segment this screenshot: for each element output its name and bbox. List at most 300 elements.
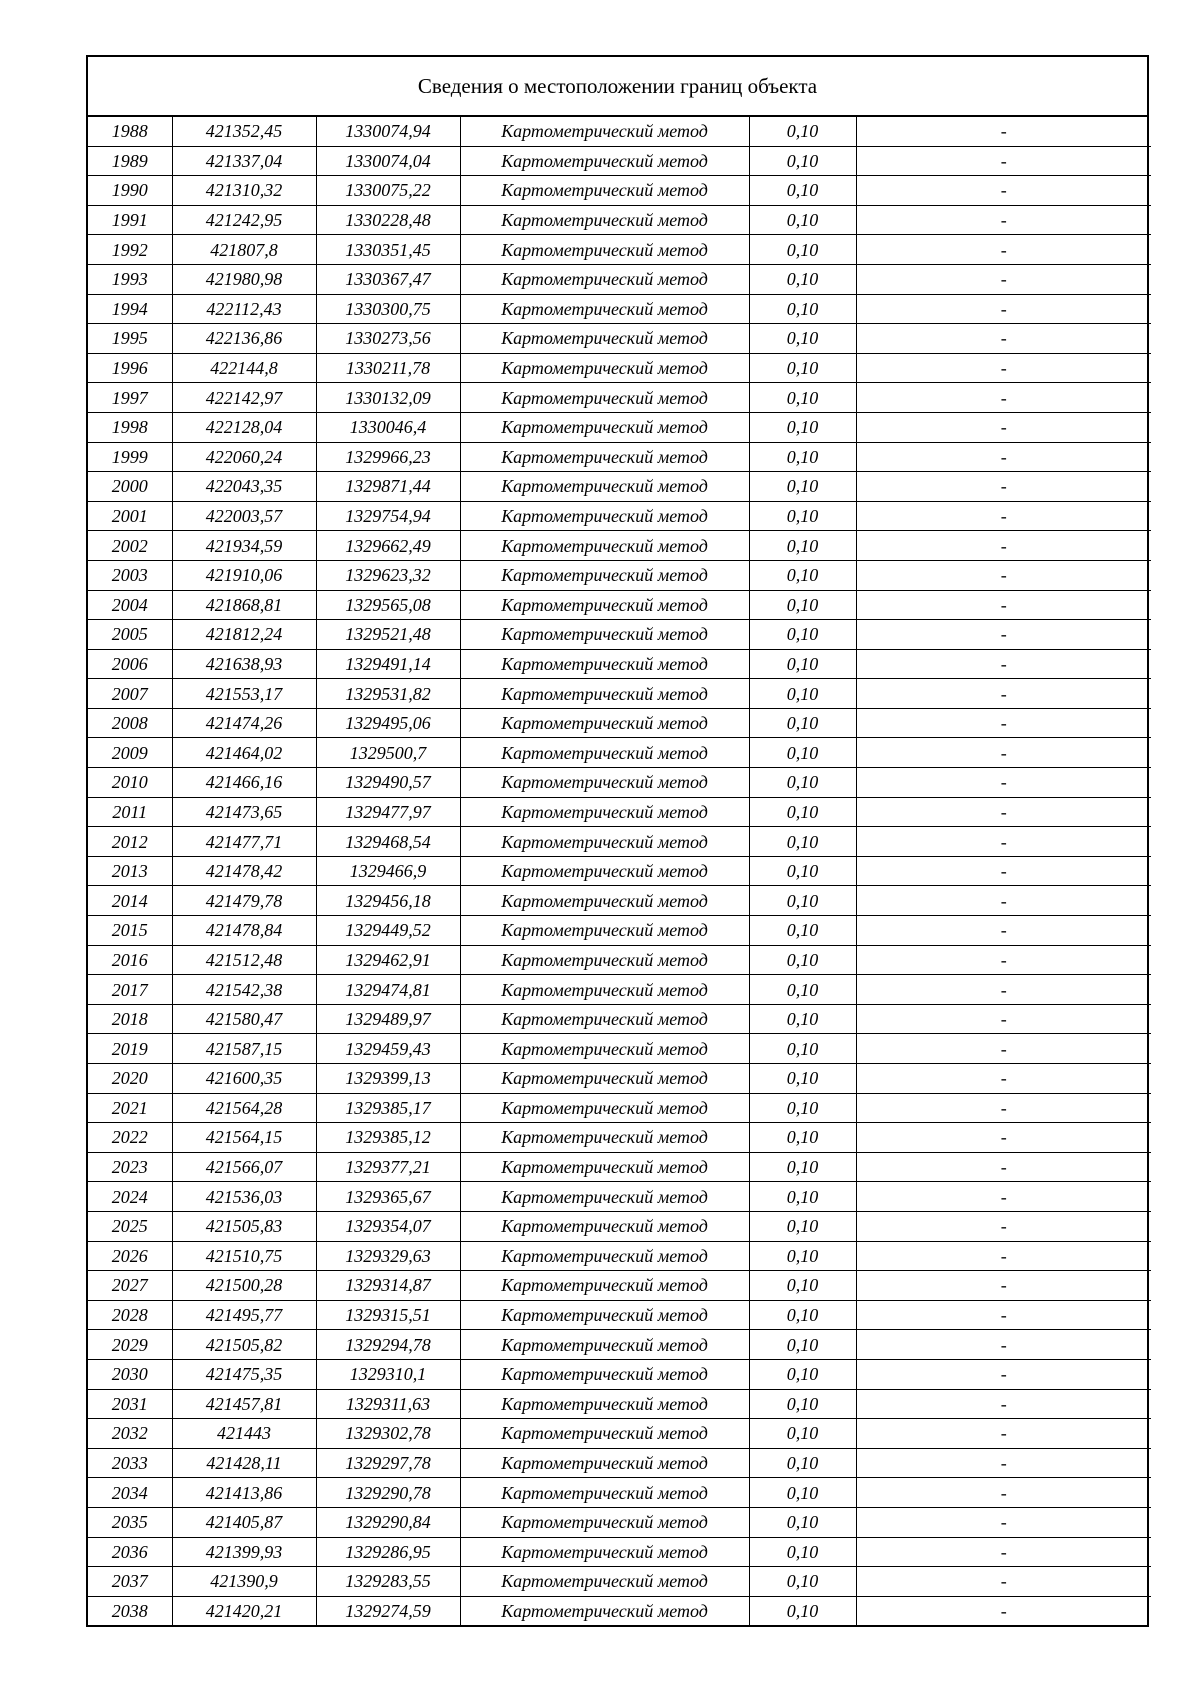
- description-cell: -: [856, 975, 1151, 1005]
- x-coordinate-cell: 421475,35: [172, 1359, 316, 1389]
- description-cell: -: [856, 1123, 1151, 1153]
- y-coordinate-cell: 1329456,18: [316, 886, 460, 916]
- method-cell: Картометрический метод: [460, 1567, 749, 1597]
- y-coordinate-cell: 1329466,9: [316, 856, 460, 886]
- point-number-cell: 2018: [88, 1004, 172, 1034]
- x-coordinate-cell: 421553,17: [172, 679, 316, 709]
- point-number-cell: 2030: [88, 1359, 172, 1389]
- description-cell: -: [856, 1567, 1151, 1597]
- x-coordinate-cell: 421428,11: [172, 1448, 316, 1478]
- method-cell: Картометрический метод: [460, 916, 749, 946]
- x-coordinate-cell: 421980,98: [172, 264, 316, 294]
- description-cell: -: [856, 590, 1151, 620]
- accuracy-cell: 0,10: [749, 1596, 856, 1625]
- point-number-cell: 2023: [88, 1152, 172, 1182]
- x-coordinate-cell: 421566,07: [172, 1152, 316, 1182]
- table-row: [88, 1123, 1151, 1153]
- x-coordinate-cell: 421564,15: [172, 1123, 316, 1153]
- table-row: [88, 560, 1151, 590]
- description-cell: -: [856, 1152, 1151, 1182]
- table-row: [88, 1300, 1151, 1330]
- x-coordinate-cell: 421466,16: [172, 768, 316, 798]
- description-cell: -: [856, 1034, 1151, 1064]
- description-cell: -: [856, 1271, 1151, 1301]
- y-coordinate-cell: 1329495,06: [316, 708, 460, 738]
- method-cell: Картометрический метод: [460, 1123, 749, 1153]
- method-cell: Картометрический метод: [460, 649, 749, 679]
- table-title: Сведения о местоположении границ объекта: [88, 57, 1147, 117]
- point-number-cell: 2017: [88, 975, 172, 1005]
- y-coordinate-cell: 1329274,59: [316, 1596, 460, 1625]
- y-coordinate-cell: 1329966,23: [316, 442, 460, 472]
- method-cell: Картометрический метод: [460, 1478, 749, 1508]
- method-cell: Картометрический метод: [460, 1448, 749, 1478]
- description-cell: -: [856, 1507, 1151, 1537]
- description-cell: -: [856, 1241, 1151, 1271]
- table-row: [88, 353, 1151, 383]
- x-coordinate-cell: 421399,93: [172, 1537, 316, 1567]
- table-row: [88, 738, 1151, 768]
- method-cell: Картометрический метод: [460, 738, 749, 768]
- accuracy-cell: 0,10: [749, 205, 856, 235]
- table-body: [88, 117, 1151, 1625]
- y-coordinate-cell: 1329385,17: [316, 1093, 460, 1123]
- table-row: [88, 146, 1151, 176]
- x-coordinate-cell: 421310,32: [172, 176, 316, 206]
- y-coordinate-cell: 1330273,56: [316, 324, 460, 354]
- point-number-cell: 2038: [88, 1596, 172, 1625]
- method-cell: Картометрический метод: [460, 176, 749, 206]
- x-coordinate-cell: 421473,65: [172, 797, 316, 827]
- accuracy-cell: 0,10: [749, 916, 856, 946]
- point-number-cell: 1994: [88, 294, 172, 324]
- table-row: [88, 531, 1151, 561]
- method-cell: Картометрический метод: [460, 1064, 749, 1094]
- y-coordinate-cell: 1329354,07: [316, 1211, 460, 1241]
- x-coordinate-cell: 421910,06: [172, 560, 316, 590]
- method-cell: Картометрический метод: [460, 797, 749, 827]
- table-row: [88, 442, 1151, 472]
- method-cell: Картометрический метод: [460, 945, 749, 975]
- table-row: [88, 797, 1151, 827]
- method-cell: Картометрический метод: [460, 1034, 749, 1064]
- accuracy-cell: 0,10: [749, 383, 856, 413]
- x-coordinate-cell: 422043,35: [172, 472, 316, 502]
- point-number-cell: 2008: [88, 708, 172, 738]
- method-cell: Картометрический метод: [460, 1507, 749, 1537]
- description-cell: -: [856, 827, 1151, 857]
- description-cell: -: [856, 945, 1151, 975]
- x-coordinate-cell: 422060,24: [172, 442, 316, 472]
- point-number-cell: 2037: [88, 1567, 172, 1597]
- point-number-cell: 1996: [88, 353, 172, 383]
- accuracy-cell: 0,10: [749, 1152, 856, 1182]
- x-coordinate-cell: 421337,04: [172, 146, 316, 176]
- y-coordinate-cell: 1329623,32: [316, 560, 460, 590]
- point-number-cell: 2001: [88, 501, 172, 531]
- point-number-cell: 2005: [88, 620, 172, 650]
- method-cell: Картометрический метод: [460, 768, 749, 798]
- method-cell: Картометрический метод: [460, 975, 749, 1005]
- accuracy-cell: 0,10: [749, 560, 856, 590]
- method-cell: Картометрический метод: [460, 1596, 749, 1625]
- x-coordinate-cell: 421457,81: [172, 1389, 316, 1419]
- y-coordinate-cell: 1329311,63: [316, 1389, 460, 1419]
- accuracy-cell: 0,10: [749, 649, 856, 679]
- table-row: [88, 1004, 1151, 1034]
- y-coordinate-cell: 1329531,82: [316, 679, 460, 709]
- method-cell: Картометрический метод: [460, 620, 749, 650]
- description-cell: -: [856, 679, 1151, 709]
- y-coordinate-cell: 1330074,04: [316, 146, 460, 176]
- point-number-cell: 2025: [88, 1211, 172, 1241]
- table-row: [88, 1359, 1151, 1389]
- y-coordinate-cell: 1330228,48: [316, 205, 460, 235]
- method-cell: Картометрический метод: [460, 886, 749, 916]
- table-row: [88, 412, 1151, 442]
- description-cell: -: [856, 1537, 1151, 1567]
- y-coordinate-cell: 1329521,48: [316, 620, 460, 650]
- description-cell: -: [856, 442, 1151, 472]
- description-cell: -: [856, 294, 1151, 324]
- x-coordinate-cell: 421580,47: [172, 1004, 316, 1034]
- method-cell: Картометрический метод: [460, 679, 749, 709]
- table-row: [88, 264, 1151, 294]
- method-cell: Картометрический метод: [460, 1182, 749, 1212]
- table-row: [88, 383, 1151, 413]
- y-coordinate-cell: 1329449,52: [316, 916, 460, 946]
- table-row: [88, 649, 1151, 679]
- y-coordinate-cell: 1329283,55: [316, 1567, 460, 1597]
- y-coordinate-cell: 1329662,49: [316, 531, 460, 561]
- table-row: [88, 1419, 1151, 1449]
- x-coordinate-cell: 421512,48: [172, 945, 316, 975]
- method-cell: Картометрический метод: [460, 353, 749, 383]
- x-coordinate-cell: 422128,04: [172, 412, 316, 442]
- y-coordinate-cell: 1329315,51: [316, 1300, 460, 1330]
- y-coordinate-cell: 1329754,94: [316, 501, 460, 531]
- table-row: [88, 1389, 1151, 1419]
- description-cell: -: [856, 768, 1151, 798]
- description-cell: -: [856, 708, 1151, 738]
- point-number-cell: 2014: [88, 886, 172, 916]
- x-coordinate-cell: 421352,45: [172, 117, 316, 146]
- table-row: [88, 916, 1151, 946]
- point-number-cell: 2011: [88, 797, 172, 827]
- x-coordinate-cell: 421478,84: [172, 916, 316, 946]
- point-number-cell: 2028: [88, 1300, 172, 1330]
- table-row: [88, 945, 1151, 975]
- accuracy-cell: 0,10: [749, 1330, 856, 1360]
- method-cell: Картометрический метод: [460, 1330, 749, 1360]
- point-number-cell: 2009: [88, 738, 172, 768]
- point-number-cell: 2027: [88, 1271, 172, 1301]
- y-coordinate-cell: 1330211,78: [316, 353, 460, 383]
- method-cell: Картометрический метод: [460, 708, 749, 738]
- point-number-cell: 1992: [88, 235, 172, 265]
- y-coordinate-cell: 1329500,7: [316, 738, 460, 768]
- method-cell: Картометрический метод: [460, 827, 749, 857]
- accuracy-cell: 0,10: [749, 235, 856, 265]
- y-coordinate-cell: 1329377,21: [316, 1152, 460, 1182]
- x-coordinate-cell: 422112,43: [172, 294, 316, 324]
- accuracy-cell: 0,10: [749, 945, 856, 975]
- point-number-cell: 1991: [88, 205, 172, 235]
- description-cell: -: [856, 353, 1151, 383]
- y-coordinate-cell: 1330300,75: [316, 294, 460, 324]
- method-cell: Картометрический метод: [460, 264, 749, 294]
- x-coordinate-cell: 421390,9: [172, 1567, 316, 1597]
- table-row: [88, 1182, 1151, 1212]
- x-coordinate-cell: 422144,8: [172, 353, 316, 383]
- point-number-cell: 2002: [88, 531, 172, 561]
- accuracy-cell: 0,10: [749, 590, 856, 620]
- x-coordinate-cell: 422136,86: [172, 324, 316, 354]
- description-cell: -: [856, 886, 1151, 916]
- accuracy-cell: 0,10: [749, 708, 856, 738]
- point-number-cell: 2036: [88, 1537, 172, 1567]
- accuracy-cell: 0,10: [749, 1004, 856, 1034]
- table-row: [88, 1448, 1151, 1478]
- description-cell: -: [856, 1064, 1151, 1094]
- accuracy-cell: 0,10: [749, 827, 856, 857]
- y-coordinate-cell: 1330046,4: [316, 412, 460, 442]
- method-cell: Картометрический метод: [460, 1537, 749, 1567]
- y-coordinate-cell: 1329399,13: [316, 1064, 460, 1094]
- x-coordinate-cell: 421495,77: [172, 1300, 316, 1330]
- description-cell: -: [856, 1182, 1151, 1212]
- point-number-cell: 2032: [88, 1419, 172, 1449]
- table-row: [88, 1093, 1151, 1123]
- accuracy-cell: 0,10: [749, 738, 856, 768]
- x-coordinate-cell: 421564,28: [172, 1093, 316, 1123]
- table-row: [88, 827, 1151, 857]
- accuracy-cell: 0,10: [749, 856, 856, 886]
- table-row: [88, 176, 1151, 206]
- accuracy-cell: 0,10: [749, 1537, 856, 1567]
- point-number-cell: 1998: [88, 412, 172, 442]
- point-number-cell: 1988: [88, 117, 172, 146]
- x-coordinate-cell: 421477,71: [172, 827, 316, 857]
- description-cell: -: [856, 1596, 1151, 1625]
- x-coordinate-cell: 421464,02: [172, 738, 316, 768]
- point-number-cell: 2000: [88, 472, 172, 502]
- x-coordinate-cell: 421479,78: [172, 886, 316, 916]
- x-coordinate-cell: 421587,15: [172, 1034, 316, 1064]
- description-cell: -: [856, 1419, 1151, 1449]
- y-coordinate-cell: 1329871,44: [316, 472, 460, 502]
- point-number-cell: 2012: [88, 827, 172, 857]
- point-number-cell: 2015: [88, 916, 172, 946]
- accuracy-cell: 0,10: [749, 176, 856, 206]
- method-cell: Картометрический метод: [460, 324, 749, 354]
- method-cell: Картометрический метод: [460, 501, 749, 531]
- accuracy-cell: 0,10: [749, 1389, 856, 1419]
- x-coordinate-cell: 421510,75: [172, 1241, 316, 1271]
- table-row: [88, 1507, 1151, 1537]
- accuracy-cell: 0,10: [749, 1211, 856, 1241]
- description-cell: -: [856, 1300, 1151, 1330]
- point-number-cell: 1990: [88, 176, 172, 206]
- method-cell: Картометрический метод: [460, 590, 749, 620]
- table-row: [88, 1596, 1151, 1625]
- accuracy-cell: 0,10: [749, 1507, 856, 1537]
- method-cell: Картометрический метод: [460, 1241, 749, 1271]
- y-coordinate-cell: 1329297,78: [316, 1448, 460, 1478]
- accuracy-cell: 0,10: [749, 412, 856, 442]
- description-cell: -: [856, 1211, 1151, 1241]
- method-cell: Картометрический метод: [460, 1093, 749, 1123]
- point-number-cell: 1999: [88, 442, 172, 472]
- method-cell: Картометрический метод: [460, 1419, 749, 1449]
- point-number-cell: 2033: [88, 1448, 172, 1478]
- method-cell: Картометрический метод: [460, 146, 749, 176]
- y-coordinate-cell: 1330132,09: [316, 383, 460, 413]
- description-cell: -: [856, 1448, 1151, 1478]
- table-row: [88, 886, 1151, 916]
- method-cell: Картометрический метод: [460, 1359, 749, 1389]
- table-row: [88, 1064, 1151, 1094]
- point-number-cell: 2022: [88, 1123, 172, 1153]
- accuracy-cell: 0,10: [749, 472, 856, 502]
- accuracy-cell: 0,10: [749, 1300, 856, 1330]
- accuracy-cell: 0,10: [749, 1123, 856, 1153]
- table-row: [88, 1330, 1151, 1360]
- accuracy-cell: 0,10: [749, 975, 856, 1005]
- description-cell: -: [856, 383, 1151, 413]
- method-cell: Картометрический метод: [460, 442, 749, 472]
- y-coordinate-cell: 1329468,54: [316, 827, 460, 857]
- boundary-points-table: [88, 117, 1151, 1625]
- method-cell: Картометрический метод: [460, 117, 749, 146]
- description-cell: -: [856, 738, 1151, 768]
- description-cell: -: [856, 117, 1151, 146]
- y-coordinate-cell: 1329310,1: [316, 1359, 460, 1389]
- description-cell: -: [856, 531, 1151, 561]
- y-coordinate-cell: 1329477,97: [316, 797, 460, 827]
- accuracy-cell: 0,10: [749, 1567, 856, 1597]
- point-number-cell: 1993: [88, 264, 172, 294]
- y-coordinate-cell: 1330351,45: [316, 235, 460, 265]
- point-number-cell: 2029: [88, 1330, 172, 1360]
- point-number-cell: 2010: [88, 768, 172, 798]
- method-cell: Картометрический метод: [460, 1300, 749, 1330]
- description-cell: -: [856, 560, 1151, 590]
- x-coordinate-cell: 421505,83: [172, 1211, 316, 1241]
- y-coordinate-cell: 1329490,57: [316, 768, 460, 798]
- accuracy-cell: 0,10: [749, 620, 856, 650]
- point-number-cell: 2034: [88, 1478, 172, 1508]
- point-number-cell: 1997: [88, 383, 172, 413]
- x-coordinate-cell: 421934,59: [172, 531, 316, 561]
- point-number-cell: 2007: [88, 679, 172, 709]
- point-number-cell: 2026: [88, 1241, 172, 1271]
- point-number-cell: 2021: [88, 1093, 172, 1123]
- accuracy-cell: 0,10: [749, 1182, 856, 1212]
- accuracy-cell: 0,10: [749, 1241, 856, 1271]
- description-cell: -: [856, 1478, 1151, 1508]
- method-cell: Картометрический метод: [460, 856, 749, 886]
- accuracy-cell: 0,10: [749, 117, 856, 146]
- x-coordinate-cell: 421868,81: [172, 590, 316, 620]
- point-number-cell: 1995: [88, 324, 172, 354]
- table-row: [88, 1271, 1151, 1301]
- y-coordinate-cell: 1329365,67: [316, 1182, 460, 1212]
- accuracy-cell: 0,10: [749, 886, 856, 916]
- table-row: [88, 679, 1151, 709]
- description-cell: -: [856, 324, 1151, 354]
- table-row: [88, 472, 1151, 502]
- table-row: [88, 294, 1151, 324]
- description-cell: -: [856, 264, 1151, 294]
- y-coordinate-cell: 1329302,78: [316, 1419, 460, 1449]
- description-cell: -: [856, 1389, 1151, 1419]
- method-cell: Картометрический метод: [460, 1004, 749, 1034]
- method-cell: Картометрический метод: [460, 531, 749, 561]
- y-coordinate-cell: 1330075,22: [316, 176, 460, 206]
- point-number-cell: 1989: [88, 146, 172, 176]
- point-number-cell: 2020: [88, 1064, 172, 1094]
- x-coordinate-cell: 421600,35: [172, 1064, 316, 1094]
- description-cell: -: [856, 501, 1151, 531]
- point-number-cell: 2031: [88, 1389, 172, 1419]
- y-coordinate-cell: 1329462,91: [316, 945, 460, 975]
- accuracy-cell: 0,10: [749, 1478, 856, 1508]
- point-number-cell: 2004: [88, 590, 172, 620]
- description-cell: -: [856, 472, 1151, 502]
- table-row: [88, 1211, 1151, 1241]
- table-row: [88, 1478, 1151, 1508]
- x-coordinate-cell: 421500,28: [172, 1271, 316, 1301]
- x-coordinate-cell: 421807,8: [172, 235, 316, 265]
- table-row: [88, 856, 1151, 886]
- accuracy-cell: 0,10: [749, 768, 856, 798]
- method-cell: Картометрический метод: [460, 235, 749, 265]
- method-cell: Картометрический метод: [460, 472, 749, 502]
- method-cell: Картометрический метод: [460, 560, 749, 590]
- accuracy-cell: 0,10: [749, 1448, 856, 1478]
- table-row: [88, 1152, 1151, 1182]
- y-coordinate-cell: 1329314,87: [316, 1271, 460, 1301]
- description-cell: -: [856, 412, 1151, 442]
- description-cell: -: [856, 1359, 1151, 1389]
- table-row: [88, 768, 1151, 798]
- y-coordinate-cell: 1329491,14: [316, 649, 460, 679]
- accuracy-cell: 0,10: [749, 797, 856, 827]
- description-cell: -: [856, 797, 1151, 827]
- method-cell: Картометрический метод: [460, 294, 749, 324]
- y-coordinate-cell: 1329385,12: [316, 1123, 460, 1153]
- x-coordinate-cell: 421474,26: [172, 708, 316, 738]
- table-row: [88, 1034, 1151, 1064]
- y-coordinate-cell: 1330074,94: [316, 117, 460, 146]
- accuracy-cell: 0,10: [749, 353, 856, 383]
- y-coordinate-cell: 1329294,78: [316, 1330, 460, 1360]
- description-cell: -: [856, 649, 1151, 679]
- method-cell: Картометрический метод: [460, 1389, 749, 1419]
- x-coordinate-cell: 422142,97: [172, 383, 316, 413]
- boundary-table-sheet: [86, 55, 1149, 1627]
- accuracy-cell: 0,10: [749, 1419, 856, 1449]
- description-cell: -: [856, 620, 1151, 650]
- point-number-cell: 2019: [88, 1034, 172, 1064]
- description-cell: -: [856, 1330, 1151, 1360]
- point-number-cell: 2035: [88, 1507, 172, 1537]
- y-coordinate-cell: 1329459,43: [316, 1034, 460, 1064]
- method-cell: Картометрический метод: [460, 1271, 749, 1301]
- accuracy-cell: 0,10: [749, 1359, 856, 1389]
- table-row: [88, 235, 1151, 265]
